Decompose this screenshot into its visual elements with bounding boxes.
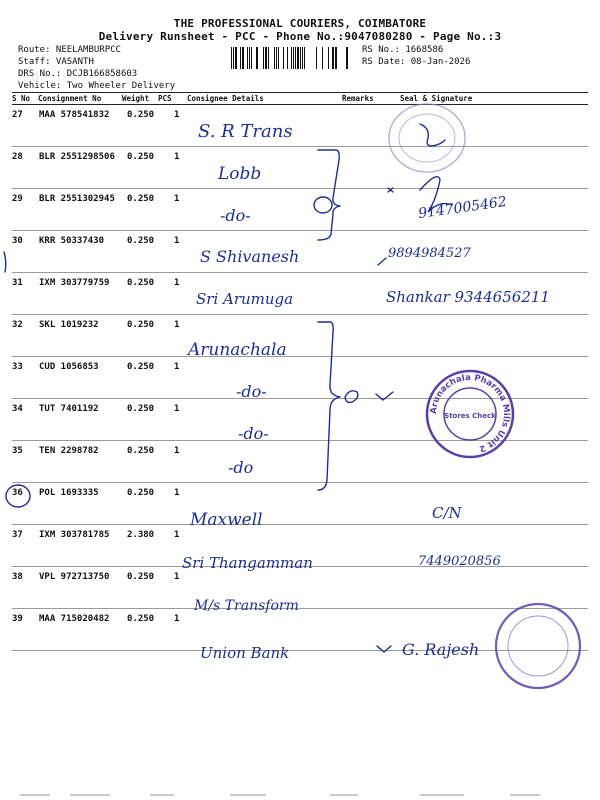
circle-mark (314, 197, 332, 213)
row-weight: 0.250 (127, 320, 155, 330)
handwritten-consignee: Maxwell (190, 510, 263, 530)
row-consignment: SKL 1019232 (39, 320, 99, 330)
row-consignment: IXM 303779759 (39, 278, 110, 288)
row-pcs: 1 (174, 530, 180, 540)
row-sno: 38 (12, 572, 23, 582)
row-consignment: TEN 2298782 (39, 446, 99, 456)
col-remarks: Remarks (342, 94, 374, 103)
col-seal: Seal & Signature (400, 94, 473, 103)
row-consignment: BLR 2551298506 (39, 152, 115, 162)
row-pcs: 1 (174, 320, 180, 330)
row-pcs: 1 (174, 572, 180, 582)
row-sno: 36 (12, 488, 23, 498)
handwritten-signature: Shankar 9344656211 (386, 288, 550, 306)
row-consignment: CUD 1056853 (39, 362, 99, 372)
tick-mark (377, 646, 391, 652)
row-weight: 0.250 (127, 278, 155, 288)
row-sno: 33 (12, 362, 23, 372)
row-weight: 0.250 (127, 362, 155, 372)
row-weight: 0.250 (127, 488, 155, 498)
row-pcs: 1 (174, 614, 180, 624)
round-seal-stamp (492, 598, 584, 694)
row-weight: 0.250 (127, 194, 155, 204)
row-consignment: BLR 2551302945 (39, 194, 115, 204)
col-weight: Weight (122, 94, 150, 103)
row-consignment: TUT 7401192 (39, 404, 99, 414)
row-weight: 0.250 (127, 446, 155, 456)
row-sno: 30 (12, 236, 23, 246)
row-pcs: 1 (174, 278, 180, 288)
row-pcs: 1 (174, 488, 180, 498)
row-consignment: MAA 715020482 (39, 614, 110, 624)
row-pcs: 1 (174, 446, 180, 456)
handwritten-consignee: Lobb (218, 164, 262, 184)
row-sno: 34 (12, 404, 23, 414)
row-consignment: POL 1693335 (39, 488, 99, 498)
row-consignment: VPL 972713750 (39, 572, 110, 582)
company-title: THE PROFESSIONAL COURIERS, COIMBATORE (173, 17, 427, 30)
row-sno: 29 (12, 194, 23, 204)
handwritten-consignee: -do (228, 458, 254, 477)
row-pcs: 1 (174, 152, 180, 162)
row-sno: 32 (12, 320, 23, 330)
row-weight: 0.250 (127, 236, 155, 246)
handwritten-consignee: -do- (238, 424, 269, 443)
row-pcs: 1 (174, 404, 180, 414)
row-weight: 0.250 (127, 572, 155, 582)
row-consignment: IXM 303781785 (39, 530, 110, 540)
handwritten-phone: 9894984527 (388, 246, 471, 261)
handwritten-consignee: S Shivanesh (200, 247, 300, 266)
row-weight: 0.250 (127, 110, 155, 120)
rs-date: RS Date: 08-Jan-2026 (362, 57, 471, 67)
handwritten-remark: C/N (432, 504, 462, 522)
handwritten-consignee: Arunachala (188, 340, 287, 360)
margin-mark (4, 252, 6, 272)
row-weight: 0.250 (127, 614, 155, 624)
tick-mark (378, 258, 386, 265)
handwritten-consignee: -do- (220, 206, 251, 225)
cross-mark (388, 188, 393, 192)
handwritten-consignee: S. R Trans (198, 121, 293, 142)
col-consignment: Consignment No (38, 94, 102, 103)
circle-mark (345, 391, 358, 403)
handwritten-consignee: Union Bank (200, 644, 290, 662)
runsheet-subtitle: Delivery Runsheet - PCC - Phone No.:9047080280 - Page No.:3 (98, 30, 502, 43)
staff-label: Staff: VASANTH (18, 57, 94, 67)
col-pcs: PCS (158, 94, 172, 103)
handwritten-consignee: M/s Transform (194, 598, 299, 614)
row-pcs: 1 (174, 236, 180, 246)
handwritten-phone: 9147005462 (417, 193, 508, 223)
row-sno: 27 (12, 110, 23, 120)
handwritten-phone: 7449020856 (418, 554, 501, 569)
bracket-mark (318, 322, 340, 490)
scan-edge-artifact (0, 788, 600, 800)
seal-center-text: Stores Check (444, 412, 496, 420)
bracket-mark (318, 150, 340, 240)
vehicle-label: Vehicle: Two Wheeler Delivery (18, 81, 176, 91)
tick-mark (376, 392, 393, 400)
row-sno: 31 (12, 278, 23, 288)
row-sno: 37 (12, 530, 23, 540)
row-consignment: MAA 578541832 (39, 110, 110, 120)
row-pcs: 1 (174, 194, 180, 204)
route-label: Route: NEELAMBURPCC (18, 45, 121, 55)
row-sno: 28 (12, 152, 23, 162)
handwritten-consignee: Sri Arumuga (196, 290, 294, 308)
handwritten-consignee: Sri Thangamman (182, 554, 313, 572)
col-consignee: Consignee Details (187, 94, 264, 103)
row-weight: 0.250 (127, 404, 155, 414)
row-weight: 0.250 (127, 152, 155, 162)
row-pcs: 1 (174, 110, 180, 120)
circle-mark (6, 485, 30, 507)
row-sno: 35 (12, 446, 23, 456)
company-seal-stamp (424, 368, 516, 460)
handwritten-signature: G. Rajesh (402, 640, 480, 659)
seal-ring-text: Arunachala Pharma Mills Unit 2 (428, 372, 512, 454)
faint-seal-stamp (384, 98, 470, 178)
col-sno: S No (12, 94, 31, 103)
row-weight: 2.380 (127, 530, 155, 540)
rs-number: RS No.: 1668586 (362, 45, 444, 55)
row-pcs: 1 (174, 362, 180, 372)
row-consignment: KRR 50337430 (39, 236, 105, 246)
handwritten-consignee: -do- (236, 382, 267, 401)
row-sno: 39 (12, 614, 23, 624)
drs-number: DRS No.: DCJB166858603 (18, 69, 138, 79)
